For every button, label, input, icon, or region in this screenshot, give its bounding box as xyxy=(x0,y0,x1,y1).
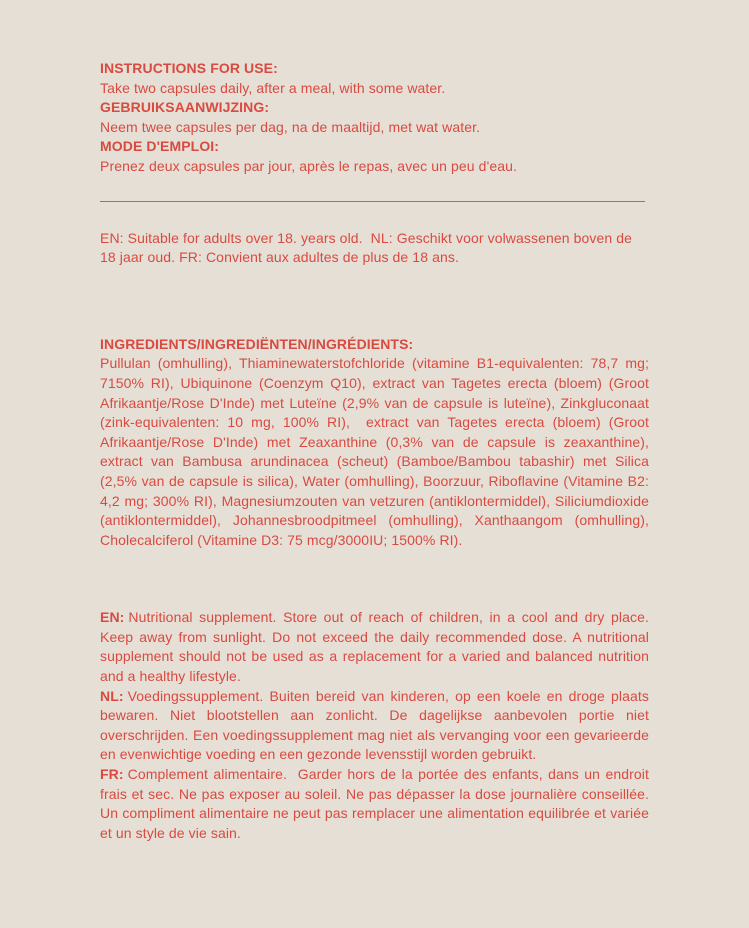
warning-paragraph-nl xyxy=(100,687,649,765)
ingredients-section xyxy=(100,335,649,551)
lang-label-nl: NL: xyxy=(100,687,124,704)
instructions-heading-nl: GEBRUIKSAANWIJZING: xyxy=(100,99,270,116)
warning-paragraph-fr xyxy=(100,765,649,843)
instructions-heading-fr: MODE D'EMPLOI: xyxy=(100,138,220,155)
divider-line xyxy=(100,201,645,202)
lang-label-en: EN: xyxy=(100,609,125,626)
warning-text-nl: Voedingssupplement. Buiten bereid van kinderen, op een koele en droge plaats bewaren. Niet blootstellen aan zonlicht. De dagelijkse aanbevolen portie niet overschrijden. Een voedingssupplement mag niet als vervanging voor een gevarieerde en evenwichtige voeding en een gezonde levensstijl worden gebruikt. xyxy=(100,687,649,763)
instructions-text-nl: Neem twee capsules per dag, na de maaltijd, met wat water. xyxy=(100,118,481,135)
instructions-section xyxy=(100,59,649,177)
warning-text-en: Nutritional supplement. Store out of reach of children, in a cool and dry place. Keep away from sunlight. Do not exceed the daily recommended dose. A nutritional supplement should not be used as a replacement for a varied and balanced nutrition and a healthy lifestyle. xyxy=(100,609,649,685)
warning-text-fr: Complement alimentaire. Garder hors de la portée des enfants, dans un endroit frais et sec. Ne pas exposer au soleil. Ne pas dépasser la dose journalière conseillée. Un compliment alimentaire ne peut pas remplacer une alimentation equilibrée et variée et un style de vie sain. xyxy=(100,766,649,841)
instructions-heading-en: INSTRUCTIONS FOR USE: xyxy=(100,60,278,76)
instructions-text-fr: Prenez deux capsules par jour, après le repas, avec un peu d'eau. xyxy=(100,157,517,174)
ingredients-list: Pullulan (omhulling), Thiaminewaterstofchloride (vitamine B1-equivalenten: 78,7 mg; 7150% RI), Ubiquinone (Coenzym Q10), extract van Tagetes erecta (bloem) (Groot Afrikaantje/Rose D'Inde) met Luteïne (2,9% van de capsule is luteïne), Zinkgluconaat (zink-equivalenten: 10 mg, 100% RI), extract van Tagetes erecta (bloem) (Groot Afrikaantje/Rose D'Inde) met Zeaxanthine (0,3% van de capsule is zeaxanthine), extract van Bambusa arundinacea (scheut) (Bamboe/Bambou tabashir) met Silica (2,5% van de capsule is silica), Water (omhulling), Boorzuur, Riboflavine (Vitamine B2: 4,2 mg; 300% RI), Magnesiumzouten van vetzuren (antiklontermiddel), Siliciumdioxide (antiklontermiddel), Johannesbroodpitmeel (omhulling), Xanthaangom (omhulling), Cholecalciferol (Vitamine D3: 75 mcg/3000IU; 1500% RI). xyxy=(100,355,649,548)
age-suitability-notice: EN: Suitable for adults over 18. years old. NL: Geschikt voor volwassenen boven de 18 jaar oud. FR: Convient aux adultes de plus de 18 ans. xyxy=(100,229,633,266)
storage-warnings-section xyxy=(100,608,649,843)
ingredients-heading: INGREDIENTS/INGREDIËNTEN/INGRÉDIENTS: xyxy=(100,335,414,352)
lang-label-fr: FR: xyxy=(100,766,124,783)
warning-paragraph-en xyxy=(100,608,649,686)
instructions-text-en: Take two capsules daily, after a meal, with some water. xyxy=(100,79,446,96)
